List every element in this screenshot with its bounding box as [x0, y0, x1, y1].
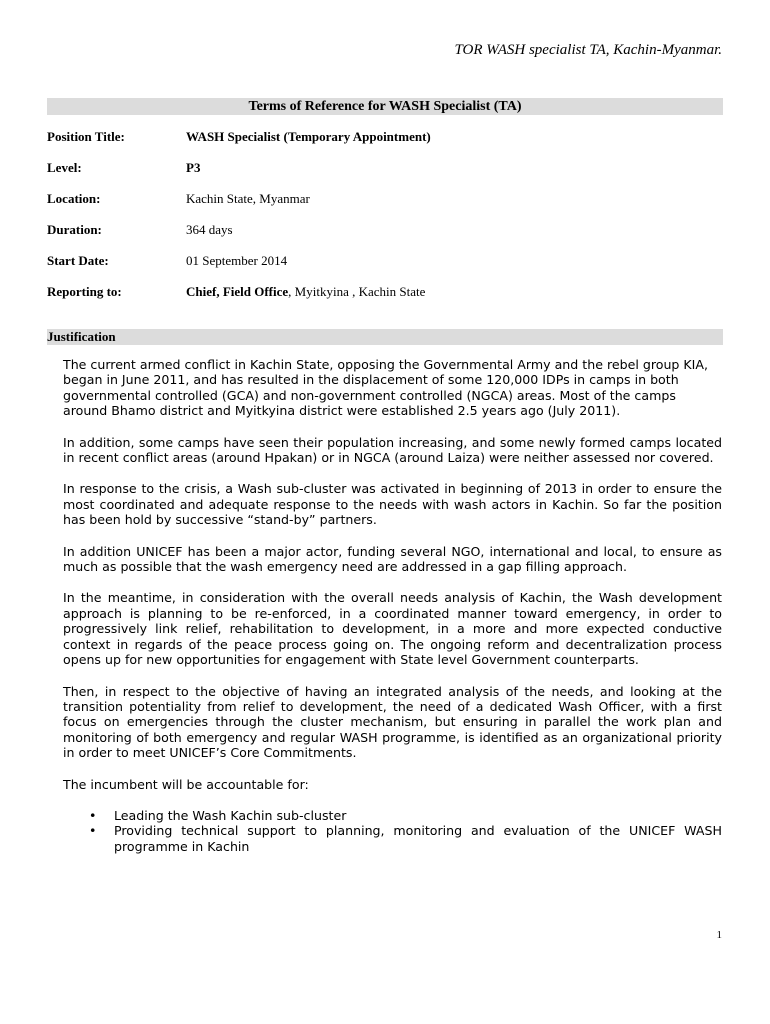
field-value: 01 September 2014 [186, 253, 288, 268]
field-label: Reporting to: [47, 284, 122, 299]
field-row-location [47, 190, 723, 221]
field-value [186, 283, 425, 301]
list-item [63, 823, 722, 854]
paragraph: Then, in respect to the objective of having an integrated analysis of the needs, and looking at the transition potentiality from relief to development, the need of a dedicated Wash Officer, with a first focus on emergencies through the cluster mechanism, but ensuring in parallel the work plan and monitoring of both emergency and regular WASH programme, is identified as an organizational priority in order to meet UNICEF’s Core Commitments. [63, 683, 722, 761]
field-value: 364 days [186, 222, 233, 237]
position-details-table [47, 128, 723, 314]
list-item [63, 808, 722, 823]
field-row-reporting-to [47, 283, 723, 314]
field-row-start-date [47, 252, 723, 283]
bullet-icon: • [89, 823, 97, 839]
field-label: Duration: [47, 222, 102, 237]
field-value: WASH Specialist (Temporary Appointment) [186, 129, 431, 144]
field-label: Level: [47, 160, 82, 175]
section-heading-justification: Justification [47, 329, 723, 345]
document-title: Terms of Reference for WASH Specialist (TA) [47, 98, 723, 115]
paragraph: In addition UNICEF has been a major actor, funding several NGO, international and local, to ensure as much as possible that the wash emergency need are addressed in a gap filling approach. [63, 543, 722, 575]
paragraph: In the meantime, in consideration with the overall needs analysis of Kachin, the Wash development approach is planning to be re-enforced, in a coordinated manner toward emergency, in order to progressively link relief, rehabilitation to development, in a more and more expected conductive context in regards of the peace process going on. The ongoing reform and decentralization process opens up for new opportunities for engagement with State level Government counterparts. [63, 590, 722, 668]
paragraph: In addition, some camps have seen their population increasing, and some newly formed camps located in recent conflict areas (around Hpakan) or in NGCA (around Laiza) were neither assessed nor covered. [63, 434, 722, 466]
list-item-text: Providing technical support to planning, monitoring and evaluation of the UNICEF WASH programme in Kachin [114, 823, 722, 854]
paragraph: The current armed conflict in Kachin State, opposing the Governmental Army and the rebel group KIA, began in June 2011, and has resulted in the displacement of some 120,000 IDPs in camps in both governmental controlled (GCA) and non-government controlled (NGCA) areas. Most of the camps around Bhamo district and Myitkyina district were established 2.5 years ago (July 2011). [63, 357, 709, 419]
supervisor-title: Chief, Field Office [186, 284, 289, 299]
field-value: Kachin State, Myanmar [186, 191, 310, 206]
paragraph: In response to the crisis, a Wash sub-cluster was activated in beginning of 2013 in order to ensure the most coordinated and adequate response to the needs with wash actors in Kachin. So far the position has been hold by successive “stand-by” partners. [63, 481, 722, 528]
field-row-position-title [47, 128, 723, 159]
bullet-icon: • [89, 807, 97, 823]
accountability-list [63, 808, 722, 854]
field-row-level [47, 159, 723, 190]
page-number: 1 [716, 929, 722, 941]
field-label: Start Date: [47, 253, 109, 268]
field-row-duration [47, 221, 723, 252]
list-item-text: Leading the Wash Kachin sub-cluster [114, 807, 347, 823]
field-label: Position Title: [47, 129, 125, 144]
field-label: Location: [47, 191, 101, 206]
field-value: P3 [186, 160, 201, 175]
justification-body [63, 357, 722, 854]
running-header: TOR WASH specialist TA, Kachin-Myanmar. [454, 42, 722, 58]
supervisor-location: , Myitkyina , Kachin State [288, 284, 426, 299]
accountability-lead: The incumbent will be accountable for: [63, 776, 309, 792]
